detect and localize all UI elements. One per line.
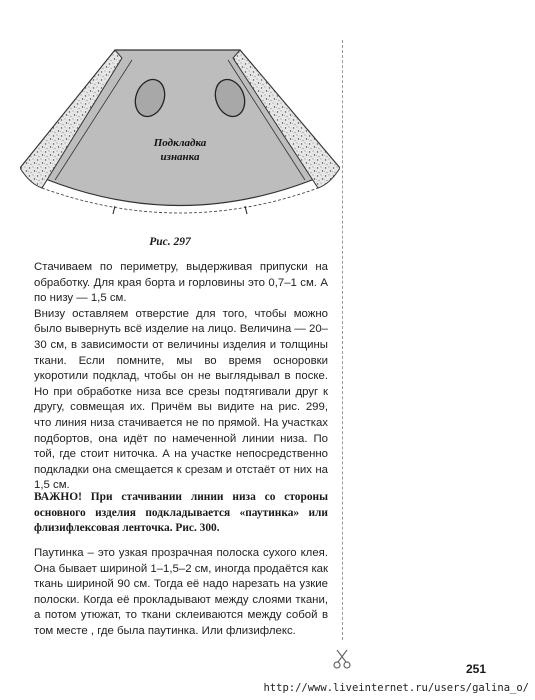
figure-label-line2: изнанка — [160, 151, 200, 163]
lining-pattern-figure — [20, 38, 340, 238]
figure-caption: Рис. 297 — [149, 236, 191, 248]
cut-line — [342, 40, 343, 640]
scissors-icon — [333, 648, 351, 670]
body-text-block-2 — [34, 546, 328, 640]
paragraph: Паутинка – это узкая прозрачная полоска сухого клея. Она бывает шириной 1–1,5–2 см, иногда продаётся как ткань шириной 90 см. Тогда её надо нарезать на узкие полоски. Когда её прокладывают между слоями ткани, а потом утюжат, то ткани склеиваются между собой в том месте , где была паутинка. Или флизифлекс. — [34, 547, 328, 637]
footer-url[interactable]: http://www.liveinternet.ru/users/galina_o/ — [263, 682, 529, 694]
important-note: ВАЖНО! При стачивании линии низа со стороны основного изделия подкладывается «паутинка» или флизифлексовая ленточка. Рис. 300. — [34, 491, 328, 535]
paragraph: Стачиваем по периметру, выдерживая припуски на обработку. Для края борта и горловины это 0,7–1 см. А по низу — 1,5 см. — [34, 261, 328, 305]
paragraph: Внизу оставляем отверстие для того, чтобы можно было вывернуть всё изделие на лицо. Величина — 20–30 см, в зависимости от величины изделия и толщины ткани. Если помните, мы во время осноровки укоротили подклад, чтобы он не выглядывал в поске. Но при обработке низа все срезы подтягивали друг к другу, совмещая их. Причём вы видите на рис. 299, что линия низа стачивается не по прямой. На участках подбортов, она идёт по намеченной линии низа. По той, где стоит ниточка. А на участке непосредственно подкладки она смещается к срезам и отстаёт от них на 1,5 см. — [34, 307, 328, 492]
body-text-block-1 — [34, 260, 328, 494]
figure-label-line1: Подкладка — [153, 137, 207, 149]
page-number: 251 — [466, 662, 487, 676]
